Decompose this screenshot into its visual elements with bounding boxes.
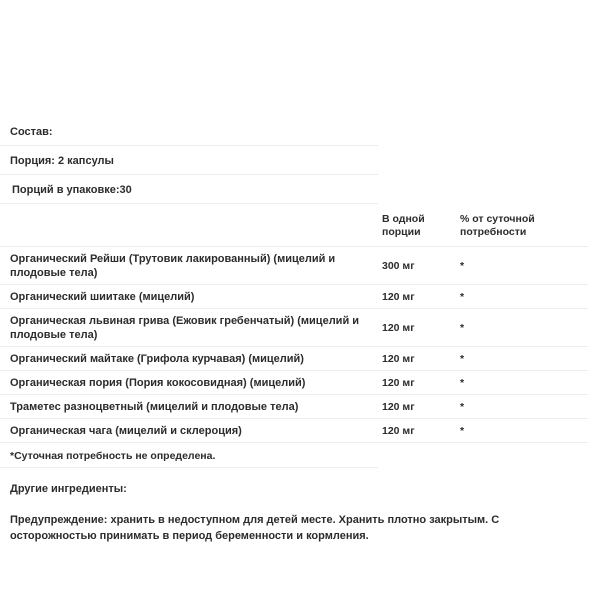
composition-row (0, 117, 600, 146)
facts-table-header (0, 204, 600, 247)
servings-per-container-row (0, 175, 600, 204)
table-row (0, 285, 600, 309)
ingredient-amount: 120 мг (382, 425, 415, 437)
servings-per-container-label: Порций в упаковке:30 (12, 183, 132, 196)
header-amount-column: В одной порции (382, 213, 425, 238)
ingredient-name: Органическая чага (мицелий и склероция) (10, 425, 242, 437)
ingredient-amount: 120 мг (382, 353, 415, 365)
supplement-facts-panel (0, 117, 600, 544)
ingredient-name: Органический Рейши (Трутовик лакированный) (мицелий и плодовые тела) (10, 253, 336, 279)
ingredient-daily-value: * (460, 401, 465, 413)
ingredient-amount: 120 мг (382, 401, 415, 413)
ingredient-name: Органическая пория (Пория кокосовидная) (мицелий) (10, 377, 306, 389)
ingredient-amount: 120 мг (382, 291, 415, 303)
ingredient-daily-value: * (460, 377, 465, 389)
warning-text: Предупреждение: хранить в недоступном для детей месте. Хранить плотно закрытым. С осторожностью принимать в период беременности и кормления. (10, 514, 500, 542)
section-spacer (0, 468, 600, 482)
daily-value-footnote (0, 443, 600, 468)
ingredient-name: Органическая львиная грива (Ежовик гребенчатый) (мицелий и плодовые тела) (10, 315, 360, 341)
composition-label: Состав: (10, 125, 53, 138)
ingredient-daily-value: * (460, 260, 465, 272)
table-row (0, 247, 600, 285)
table-row (0, 419, 600, 443)
ingredient-amount: 120 мг (382, 377, 415, 389)
header-daily-value-column: % от суточной потребности (460, 213, 535, 238)
table-row (0, 309, 600, 347)
ingredient-name: Органический шиитаке (мицелий) (10, 291, 195, 303)
other-ingredients-heading: Другие ингредиенты: (10, 483, 127, 495)
ingredient-daily-value: * (460, 353, 465, 365)
serving-size-label: Порция: 2 капсулы (10, 154, 114, 167)
ingredient-daily-value: * (460, 291, 465, 303)
table-row (0, 395, 600, 419)
ingredient-name: Траметес разноцветный (мицелий и плодовые тела) (10, 401, 299, 413)
ingredient-daily-value: * (460, 322, 465, 334)
ingredient-amount: 300 мг (382, 260, 415, 272)
ingredient-daily-value: * (460, 425, 465, 437)
serving-size-row (0, 146, 600, 175)
footnote-text: *Суточная потребность не определена. (10, 449, 216, 462)
table-row (0, 371, 600, 395)
table-row (0, 347, 600, 371)
ingredient-amount: 120 мг (382, 322, 415, 334)
ingredient-name: Органический майтаке (Грифола курчавая) (мицелий) (10, 353, 304, 365)
serving-info-block (0, 117, 600, 204)
